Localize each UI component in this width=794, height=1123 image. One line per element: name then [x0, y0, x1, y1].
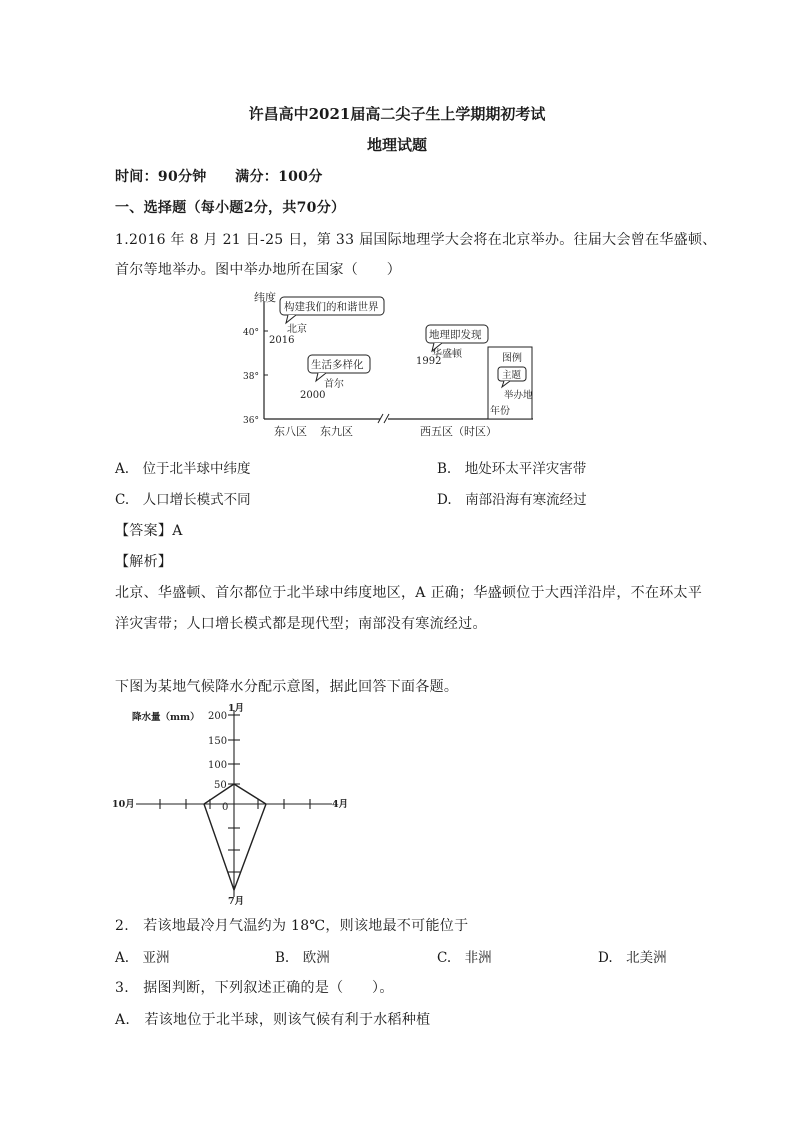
legend-place: 举办地 — [504, 390, 533, 401]
q2-option-a: A. 亚洲 — [115, 950, 170, 966]
place-seoul: 首尔 — [324, 379, 344, 390]
q3-stem: 3. 据图判断，下列叙述正确的是（ ）。 — [115, 980, 394, 996]
theme-beijing: 构建我们的和谐世界 — [284, 301, 379, 313]
tick-50: 50 — [214, 780, 227, 791]
place-beijing: 北京 — [287, 324, 307, 335]
q1-option-d: D. 南部沿海有寒流经过 — [437, 492, 587, 508]
subject-title: 地理试题 — [366, 136, 427, 154]
q2-stem: 2. 若该地最冷月气温约为 18℃，则该地最不可能位于 — [115, 918, 469, 934]
tick-200: 200 — [208, 711, 228, 722]
tick-100: 100 — [208, 760, 228, 771]
legend-theme: 主题 — [502, 370, 522, 381]
legend-title: 图例 — [502, 353, 522, 364]
q2-option-b: B. 欧洲 — [275, 950, 330, 966]
precip-figure — [110, 700, 360, 905]
year-2016: 2016 — [269, 335, 295, 346]
lat-tick-38: 38° — [243, 372, 259, 382]
q1-answer: 【答案】A — [115, 523, 183, 539]
lat-tick-36: 36° — [243, 416, 259, 426]
theme-washington: 地理即发现 — [429, 329, 482, 341]
time-score-line: 时间：90分钟 满分：100分 — [115, 169, 323, 185]
month-apr: 4月 — [332, 799, 349, 810]
month-jul: 7月 — [228, 896, 245, 905]
precip-polygon — [204, 784, 266, 890]
q1-analysis-line1: 北京、华盛顿、首尔都位于北半球中纬度地区，A 正确；华盛顿位于大西洋沿岸，不在环太平 — [115, 585, 703, 601]
place-washington: 华盛顿 — [432, 349, 462, 360]
month-jan: 1月 — [228, 703, 245, 714]
q1-analysis-label: 【解析】 — [115, 554, 173, 570]
x-label-w5: 西五区（时区） — [420, 425, 497, 438]
q2-option-c: C. 非洲 — [437, 950, 492, 966]
year-1992: 1992 — [416, 356, 442, 367]
section-heading: 一、选择题（每小题2分，共70分） — [115, 200, 346, 216]
tick-0: 0 — [222, 802, 229, 813]
q1-option-a: A. 位于北半球中纬度 — [115, 461, 251, 477]
q1-stem-line2: 首尔等地举办。图中举办地所在国家（ ） — [115, 262, 401, 278]
lat-axis-title: 纬度 — [254, 291, 276, 304]
q2-option-d: D. 北美洲 — [598, 950, 667, 966]
legend-year: 年份 — [490, 406, 510, 417]
lat-tick-40: 40° — [243, 328, 259, 338]
group-intro: 下图为某地气候降水分配示意图，据此回答下面各题。 — [115, 679, 459, 695]
year-2000: 2000 — [300, 390, 326, 401]
month-oct: 10月 — [112, 799, 135, 810]
theme-seoul: 生活多样化 — [311, 359, 364, 371]
q3-option-a: A. 若该地位于北半球，则该气候有利于水稻种植 — [115, 1012, 431, 1028]
q1-stem-line1: 1.2016 年 8 月 21 日-25 日，第 33 届国际地理学大会将在北京举办。往届大会曾在华盛顿、 — [115, 232, 717, 248]
q1-figure — [240, 287, 540, 439]
exam-title: 许昌高中2021届高二尖子生上学期期初考试 — [248, 105, 546, 123]
precip-y-title: 降水量（mm） — [132, 712, 200, 723]
q1-option-b: B. 地处环太平洋灾害带 — [437, 461, 587, 477]
q1-option-c: C. 人口增长模式不同 — [115, 492, 251, 508]
q1-analysis-line2: 洋灾害带；人口增长模式都是现代型；南部没有寒流经过。 — [115, 616, 487, 632]
tick-150: 150 — [208, 736, 228, 747]
x-label-e8: 东八区 — [274, 425, 307, 438]
x-label-e9: 东九区 — [320, 425, 353, 438]
